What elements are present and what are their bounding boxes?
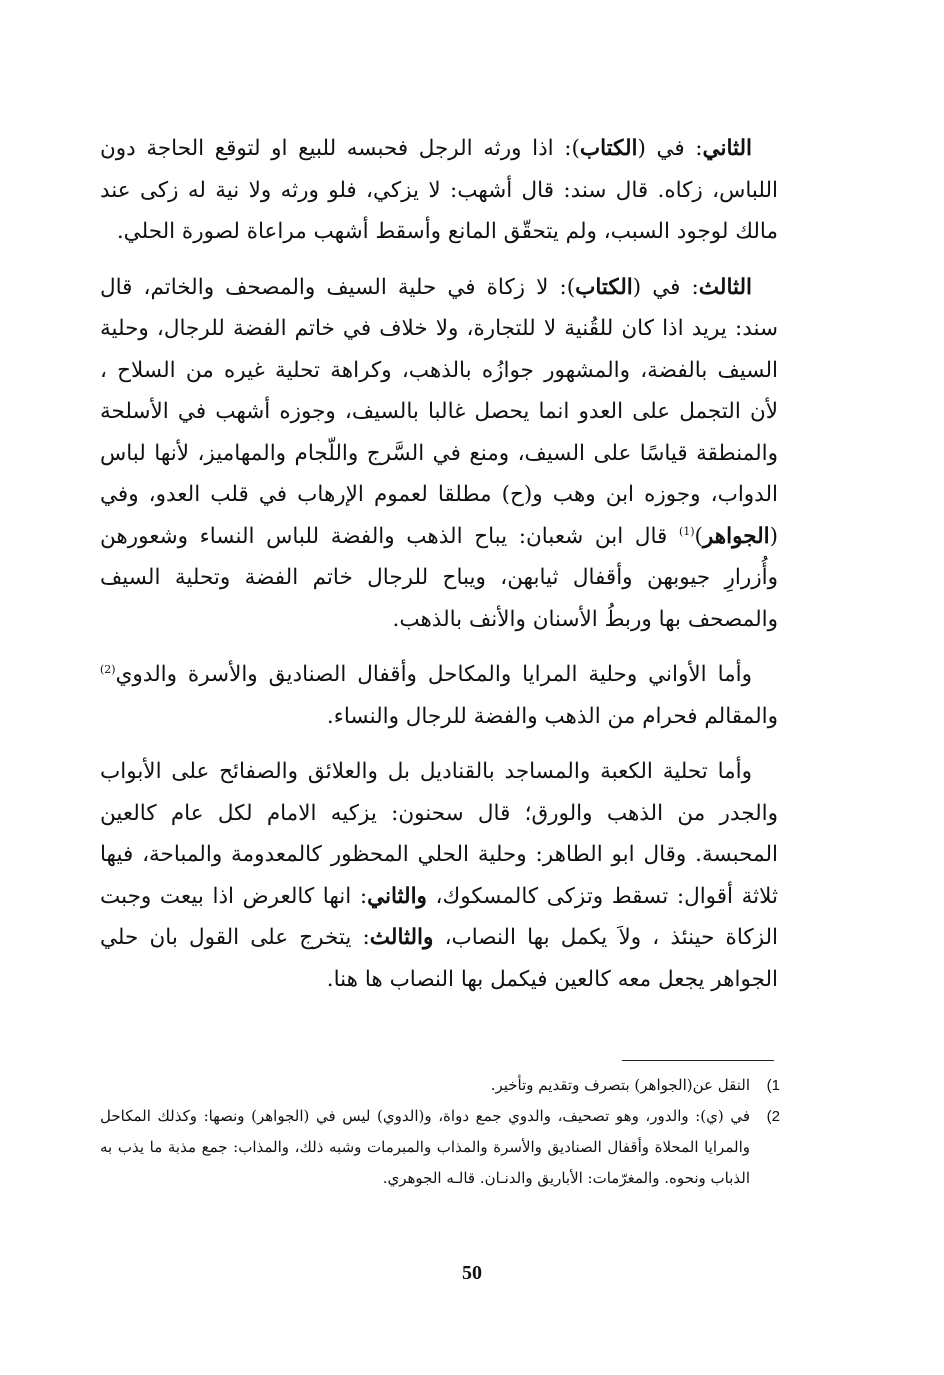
paragraph	[100, 654, 778, 737]
bold-term: والثاني	[367, 883, 427, 909]
footnote	[100, 1101, 780, 1194]
text-run: قال ابن شعبان: يباح الذهب والفضة للباس النساء وشعورهن وأُزرارِ جيوبهن وأقفال ثيابهن، ويباح للرجال خاتم الفضة وتحلية السيف والمصحف بها وربطُ الأسنان والأنف بالذهب.	[100, 523, 778, 632]
footnote-text: في (ي): والدور، وهو تصحيف، والدوي جمع دواة، و(الدوي) ليس في (الجواهر) ونصها: وكذلك المكاحل والمرايا المحلاة وأقفال الصناديق والأسرة والمذاب والمبرمات وشبه ذلك، والمذاب: جمع مذبة ما يذب به الذباب ونحوه. والمغرّمات: الأباريق والدنـان. قالـه الجوهري.	[100, 1107, 750, 1187]
text-run: )	[694, 523, 703, 549]
bold-term: والثالث	[369, 925, 434, 950]
text-run: ): لا زكاة في حلية السيف والمصحف والخاتم، قال سند: يريد اذا كان للقُنية لا للتجارة، ولا خلاف في خاتم الفضة للرجال، وحلية السيف بالفضة، والمشهور جوازُه بالذهب، وكراهة تحلية غيره من السلاح ، لأن التجمل على العدو انما يحصل غالبا بالسيف، وجوزه أشهب في الأسلحة والمنطقة قياسًا على السيف، ومنع في السَّرج واللّجام والمهاميز، لأنها لباس الدواب، وجوزه ابن وهب و(ح) مطلقا لعموم الإرهاب في قلب العدو، وفي (	[100, 274, 778, 549]
paragraph-lead: الثاني	[702, 136, 753, 161]
paragraph	[100, 267, 778, 641]
paragraph-lead: الثالث	[698, 274, 753, 300]
text-run: وأما تحلية الكعبة والمساجد بالقناديل بل والعلائق والصفائح على الأبواب والجدر من الذهب والورق؛ قال سحنون: يزكيه الامام لكل عام كالعين المحبسة. وقال ابو الطاهر: وحلية الحلي المحظور كالمعدومة والمباحة، فيها ثلاثة أقوال: تسقط وتزكى كالمسكوك،	[100, 759, 778, 909]
text-run: والمقالم فحرام من الذهب والفضة للرجال والنساء.	[326, 703, 778, 729]
text-run: وأما الأواني وحلية المرايا والمكاحل وأقفال الصناديق والأسرة والدوي	[115, 662, 752, 687]
text-run: : انها كالعرض اذا بيعت وجبت الزكاة حينئذ ، ولاَ يكمل بها النصاب،	[100, 883, 778, 950]
page-number: 50	[462, 1262, 482, 1284]
paragraph	[100, 751, 778, 1000]
footnote	[100, 1070, 780, 1101]
text-run: : في (	[632, 274, 699, 300]
footnote-marker: (1)	[678, 524, 695, 538]
footnote-marker: (2)	[100, 662, 116, 676]
bold-term: الكتاب	[579, 136, 638, 161]
text-run: : في (	[637, 136, 703, 161]
footnotes	[100, 1070, 780, 1194]
footnote-text: النقل عن(الجواهر) بتصرف وتقديم وتأخير.	[490, 1076, 750, 1094]
main-text	[100, 128, 778, 1014]
footnote-number: 1)	[766, 1077, 780, 1094]
bold-term: الجواهر	[702, 523, 770, 549]
text-run: ): اذا ورثه الرجل فحبسه للبيع او لتوقع الحاجة دون اللباس، زكاه. قال سند: قال أشهب: لا يزكي، فلو ورثه ولا نية له زكى عند مالك لوجود السبب، ولم يتحقّق المانع وأسقط أشهب مراعاة لصورة الحلي.	[100, 136, 778, 244]
footnote-separator	[622, 1060, 774, 1061]
paragraph	[100, 128, 778, 253]
bold-term: الكتاب	[575, 274, 633, 300]
text-run: : يتخرج على القول بان حلي الجواهر يجعل معه كالعين فيكمل بها النصاب ها هنا.	[100, 925, 778, 992]
footnote-number: 2)	[766, 1108, 780, 1125]
